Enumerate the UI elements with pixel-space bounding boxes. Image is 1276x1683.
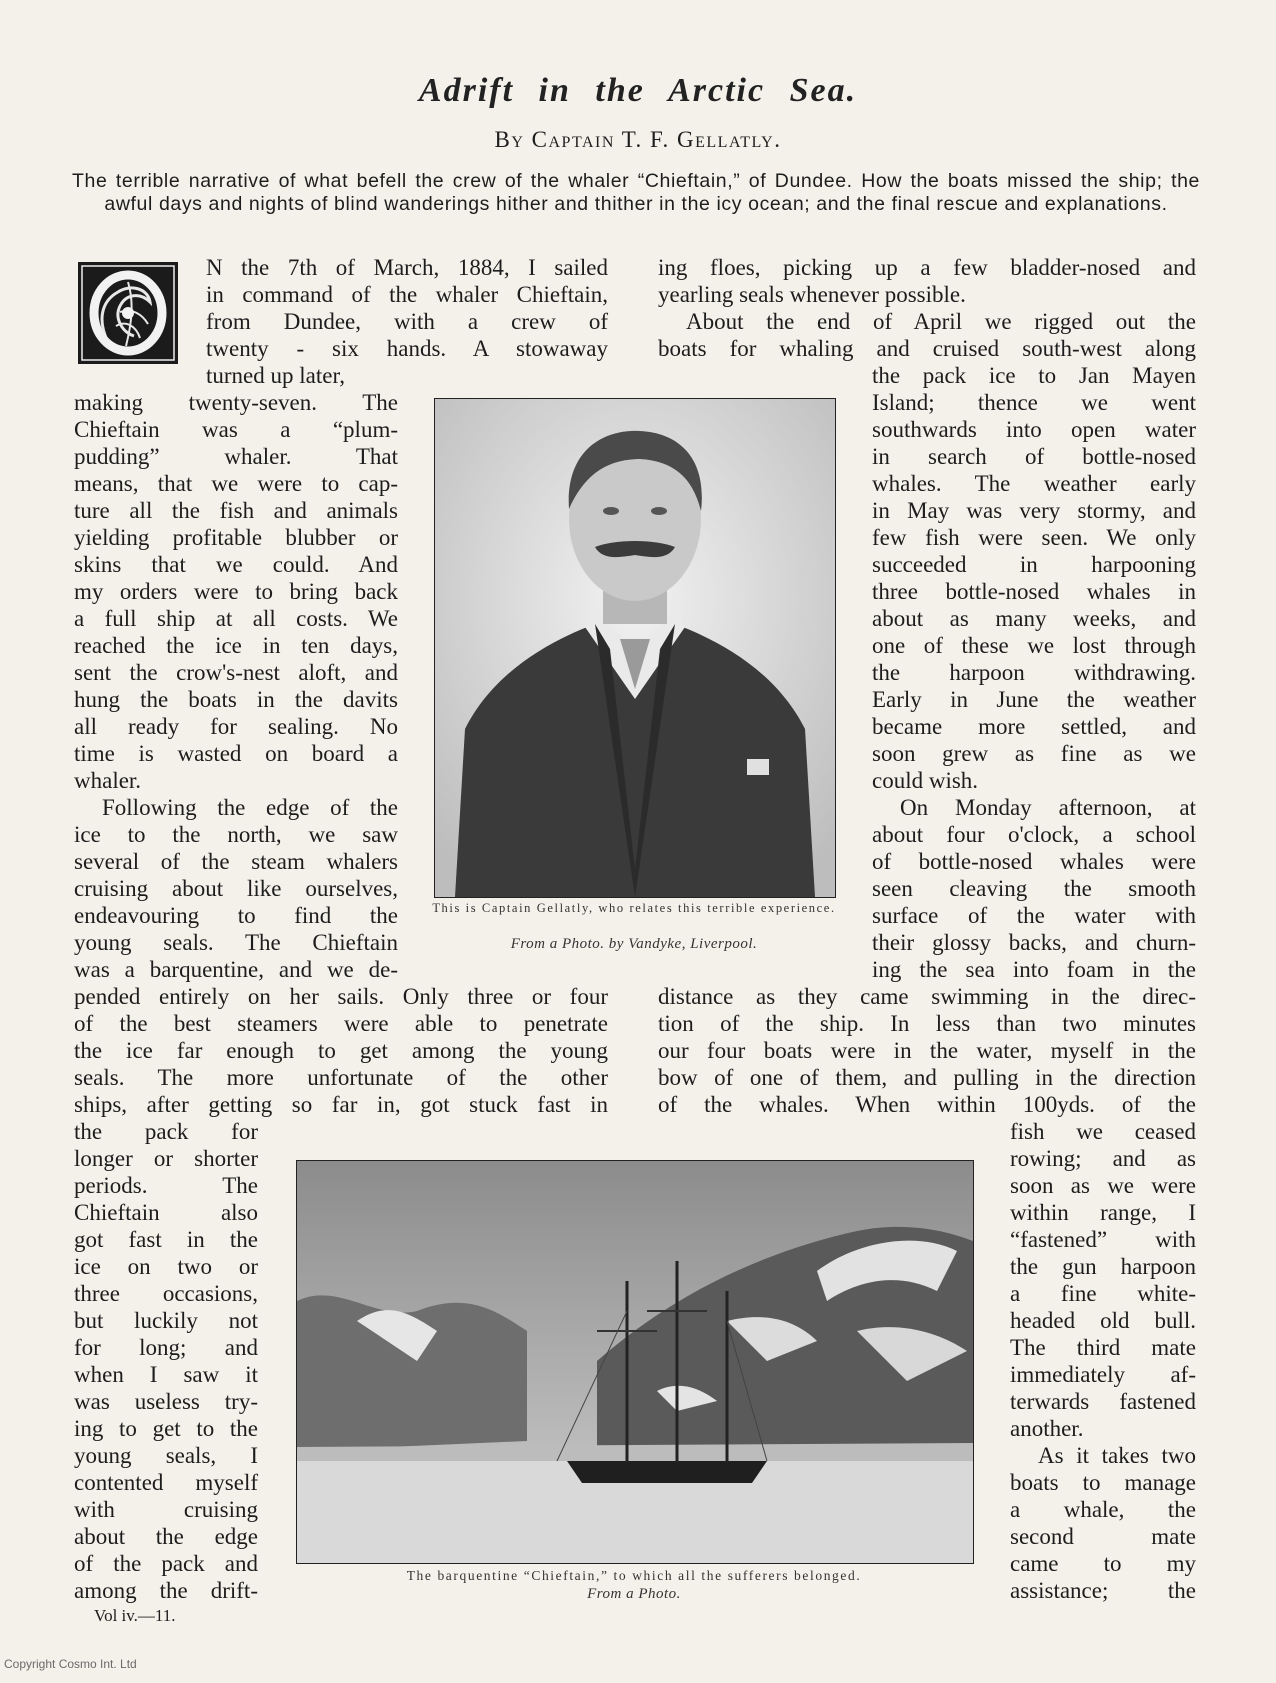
byline: By Captain T. F. Gellatly. [494, 127, 782, 152]
text-line: about four o'clock, a school [872, 822, 1196, 847]
text-line: About the end of April we rigged out the [686, 309, 1196, 334]
text-line: about as many weeks, and [872, 606, 1196, 631]
column1-full [74, 983, 608, 1118]
column2-top [658, 254, 1196, 362]
article-title: Adrift in the Arctic Sea. [418, 72, 858, 109]
text-line: my orders were to bring back [74, 579, 398, 604]
text-line: a fine white- [1010, 1281, 1196, 1306]
text-line: ture all the fish and animals [74, 498, 398, 523]
text-line: endeavouring to find the [74, 903, 398, 928]
text-line: their glossy backs, and churn- [872, 930, 1196, 955]
text-line: Island; thence we went [872, 390, 1196, 415]
text-line: of the pack and [74, 1551, 258, 1576]
text-line: The third mate [1010, 1335, 1196, 1360]
portrait-credit: From a Photo. by Vandyke, Liverpool. [510, 936, 758, 952]
text-line: young seals. The Chieftain [74, 930, 398, 955]
text-line: from Dundee, with a crew of [206, 309, 608, 334]
text-line: was useless try- [74, 1389, 258, 1414]
text-line: ing to get to the [74, 1416, 258, 1441]
text-line: in May was very stormy, and [872, 498, 1196, 523]
text-line: assistance; the [1010, 1578, 1196, 1603]
column1-mid [74, 389, 398, 983]
text-line: skins that we could. And [74, 552, 398, 577]
text-line: young seals, I [74, 1443, 258, 1468]
text-line: surface of the water with [872, 903, 1196, 928]
text-line: whales. The weather early [872, 471, 1196, 496]
text-line: the gun harpoon [1010, 1254, 1196, 1279]
column2-full [658, 983, 1196, 1118]
ship-caption: The barquentine “Chieftain,” to which all the sufferers belonged. [406, 1568, 862, 1583]
text-line: pudding” whaler. That [74, 444, 398, 469]
text-line: yielding profitable blubber or [74, 525, 398, 550]
text-line: several of the steam whalers [74, 849, 398, 874]
text-line: of the best steamers were able to penetrate [74, 1011, 608, 1036]
text-line: tion of the ship. In less than two minutes [658, 1011, 1196, 1036]
ship-credit: From a Photo. [587, 1586, 681, 1602]
drop-cap-o-icon [78, 262, 178, 364]
text-line: On Monday afternoon, at [900, 795, 1196, 820]
text-line: became more settled, and [872, 714, 1196, 739]
text-line: fish we ceased [1010, 1119, 1196, 1144]
ship-photo [296, 1160, 974, 1564]
text-line: Following the edge of the [102, 795, 398, 820]
text-line: in command of the whaler Chieftain, [206, 282, 608, 307]
column1-top-last [206, 362, 398, 389]
text-line: about the edge [74, 1524, 258, 1549]
text-line: our four boats were in the water, myself in the [658, 1038, 1196, 1063]
text-line: turned up later, [206, 363, 345, 388]
text-line: could wish. [872, 768, 979, 793]
text-line: making twenty-seven. The [74, 390, 398, 415]
text-line: in search of bottle-nosed [872, 444, 1196, 469]
text-line: longer or shorter [74, 1146, 258, 1171]
volume-folio: Vol iv.—11. [94, 1606, 176, 1625]
text-line: ice on two or [74, 1254, 258, 1279]
text-line: sent the crow's-nest aloft, and [74, 660, 398, 685]
copyright-notice: Copyright Cosmo Int. Ltd [4, 1657, 137, 1671]
text-line: ing the sea into foam in the [872, 957, 1196, 982]
text-line: rowing; and as [1010, 1146, 1196, 1171]
text-line: distance as they came swimming in the direc- [658, 984, 1196, 1009]
text-line: a full ship at all costs. We [74, 606, 398, 631]
text-line: the harpoon withdrawing. [872, 660, 1196, 685]
text-line: the pack for [74, 1119, 258, 1144]
text-line: but luckily not [74, 1308, 258, 1333]
text-line: As it takes two [1038, 1443, 1196, 1468]
text-line: southwards into open water [872, 417, 1196, 442]
text-line: within range, I [1010, 1200, 1196, 1225]
text-line: seals. The more unfortunate of the other [74, 1065, 608, 1090]
text-line: all ready for sealing. No [74, 714, 398, 739]
text-line: whaler. [74, 768, 142, 793]
text-line: was a barquentine, and we de- [74, 957, 398, 982]
text-line: got fast in the [74, 1227, 258, 1252]
column2-bottom [1010, 1118, 1196, 1604]
text-line: headed old bull. [1010, 1308, 1196, 1333]
text-line: with cruising [74, 1497, 258, 1522]
text-line: one of these we lost through [872, 633, 1196, 658]
text-line: means, that we were to cap- [74, 471, 398, 496]
text-line: three occasions, [74, 1281, 258, 1306]
column1-top [206, 254, 608, 362]
text-line: “fastened” with [1010, 1227, 1196, 1252]
text-line: hung the boats in the davits [74, 687, 398, 712]
text-line: bow of one of them, and pulling in the direction [658, 1065, 1196, 1090]
portrait-caption: This is Captain Gellatly, who relates this terrible experience. [432, 901, 836, 915]
text-line: few fish were seen. We only [872, 525, 1196, 550]
text-line: periods. The [74, 1173, 258, 1198]
text-line: succeeded in harpooning [872, 552, 1196, 577]
text-line: N the 7th of March, 1884, I sailed [206, 255, 608, 280]
text-line: another. [1010, 1416, 1084, 1441]
text-line: pended entirely on her sails. Only three or four [74, 984, 608, 1009]
text-line: of the whales. When within 100yds. of the [658, 1092, 1196, 1117]
article-summary: The terrible narrative of what befell the crew of the whaler “Chieftain,” of Dundee. How the boats missed the ship; the awful days and nights of blind wanderings hither and thither in the icy ocean; and the final rescue and explanations. [72, 170, 1200, 215]
text-line: reached the ice in ten days, [74, 633, 398, 658]
text-line: immediately af- [1010, 1362, 1196, 1387]
text-line: contented myself [74, 1470, 258, 1495]
text-line: a whale, the [1010, 1497, 1196, 1522]
text-line: Early in June the weather [872, 687, 1196, 712]
text-line: twenty - six hands. A stowaway [206, 336, 608, 361]
text-line: of bottle-nosed whales were [872, 849, 1196, 874]
text-line: soon grew as fine as we [872, 741, 1196, 766]
text-line: soon as we were [1010, 1173, 1196, 1198]
text-line: ice to the north, we saw [74, 822, 398, 847]
text-line: ships, after getting so far in, got stuck fast in [74, 1092, 608, 1117]
portrait-photo [434, 398, 836, 898]
text-line: boats to manage [1010, 1470, 1196, 1495]
text-line: the ice far enough to get among the young [74, 1038, 608, 1063]
text-line: second mate [1010, 1524, 1196, 1549]
text-line: terwards fastened [1010, 1389, 1196, 1414]
text-line: yearling seals whenever possible. [658, 282, 966, 307]
text-line: seen cleaving the smooth [872, 876, 1196, 901]
text-line: when I saw it [74, 1362, 258, 1387]
column1-bottom [74, 1118, 258, 1604]
text-line: the pack ice to Jan Mayen [872, 363, 1196, 388]
text-line: three bottle-nosed whales in [872, 579, 1196, 604]
text-line: Chieftain was a “plum- [74, 417, 398, 442]
text-line: among the drift- [74, 1578, 258, 1603]
text-line: cruising about like ourselves, [74, 876, 398, 901]
text-line: boats for whaling and cruised south-west along [658, 336, 1196, 361]
column2-mid [872, 362, 1196, 983]
text-line: Chieftain also [74, 1200, 258, 1225]
text-line: for long; and [74, 1335, 258, 1360]
text-line: time is wasted on board a [74, 741, 398, 766]
text-line: came to my [1010, 1551, 1196, 1576]
text-line: ing floes, picking up a few bladder-nosed and [658, 255, 1196, 280]
